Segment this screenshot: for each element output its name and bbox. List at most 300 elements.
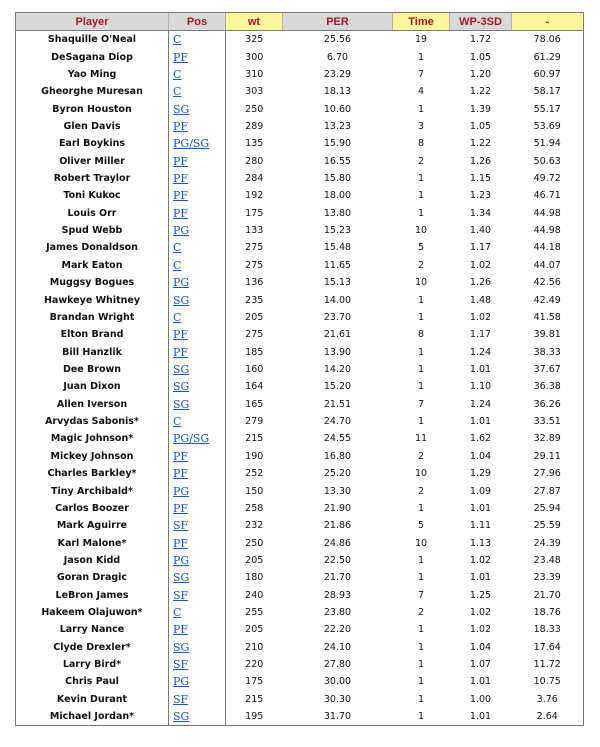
per-cell: 21.86 — [323, 520, 352, 532]
weight-cell: 180 — [245, 572, 264, 584]
position-link[interactable]: SG — [173, 571, 190, 585]
position-cell — [169, 222, 226, 239]
minus-cell: 29.11 — [512, 448, 584, 465]
header-wp-3sd[interactable]: WP-3SD — [450, 13, 512, 31]
weight-cell: 215 — [245, 693, 264, 705]
per-cell: 23.80 — [323, 607, 352, 619]
position-link[interactable]: PG — [173, 675, 190, 689]
time-cell: 8 — [417, 329, 425, 341]
wp-3sd-cell: 1.39 — [469, 103, 492, 115]
table-row — [16, 222, 584, 239]
position-link[interactable]: SF — [173, 519, 189, 533]
minus-cell: 33.51 — [512, 413, 584, 430]
wp-3sd-cell: 1.17 — [469, 242, 492, 254]
wp-3sd-cell: 1.26 — [469, 155, 492, 167]
table-row — [16, 361, 584, 378]
header-minus[interactable]: - — [512, 13, 584, 31]
time-cell: 2 — [417, 259, 425, 271]
time-cell: 1 — [417, 103, 425, 115]
position-cell — [169, 31, 226, 49]
weight-cell: 235 — [245, 294, 264, 306]
table-row — [16, 396, 584, 413]
wp-3sd-cell: 1.13 — [469, 537, 492, 549]
position-link[interactable]: C — [173, 258, 182, 272]
player-name: Byron Houston — [16, 100, 169, 117]
player-name: Larry Bird* — [16, 656, 169, 673]
position-link[interactable]: SF — [173, 658, 189, 672]
weight-cell: 289 — [245, 120, 264, 132]
wp-3sd-cell: 1.10 — [469, 381, 492, 393]
player-name: Toni Kukoc — [16, 187, 169, 204]
per-cell: 24.86 — [323, 537, 352, 549]
minus-cell: 25.59 — [512, 517, 584, 534]
per-cell: 15.80 — [323, 173, 352, 185]
table-row — [16, 239, 584, 256]
per-cell: 21.61 — [323, 329, 352, 341]
table-row — [16, 673, 584, 690]
time-cell: 1 — [417, 416, 425, 428]
time-cell: 11 — [414, 433, 428, 445]
minus-cell: 58.17 — [512, 83, 584, 100]
player-name: Oliver Miller — [16, 153, 169, 170]
per-cell: 27.80 — [323, 659, 352, 671]
wp-3sd-cell: 1.01 — [450, 708, 512, 726]
per-cell: 25.56 — [323, 34, 352, 46]
per-cell: 25.20 — [323, 468, 352, 480]
minus-cell: 37.67 — [512, 361, 584, 378]
minus-cell: 44.07 — [512, 257, 584, 274]
position-link[interactable]: PF — [173, 154, 189, 168]
wp-3sd-cell: 1.15 — [469, 173, 492, 185]
table-row — [16, 205, 584, 222]
player-name: Spud Webb — [16, 222, 169, 239]
table-body — [16, 31, 584, 726]
position-link[interactable]: PG — [173, 276, 190, 290]
minus-cell: 51.94 — [512, 135, 584, 152]
table-row — [16, 639, 584, 656]
position-link[interactable]: C — [173, 606, 182, 620]
wp-3sd-cell: 1.22 — [469, 86, 492, 98]
time-cell: 1 — [417, 676, 425, 688]
per-cell: 31.70 — [283, 708, 393, 726]
position-link[interactable]: SG — [173, 293, 190, 307]
weight-cell: 275 — [245, 329, 264, 341]
time-cell: 1 — [417, 173, 425, 185]
weight-cell: 175 — [245, 676, 264, 688]
table-row — [16, 569, 584, 586]
weight-cell: 250 — [245, 537, 264, 549]
position-link[interactable]: SG — [173, 710, 190, 724]
wp-3sd-cell: 1.25 — [469, 589, 492, 601]
time-cell: 1 — [417, 294, 425, 306]
wp-3sd-cell: 1.24 — [469, 346, 492, 358]
position-link[interactable]: SG — [173, 380, 190, 394]
player-name: LeBron James — [16, 587, 169, 604]
wp-3sd-cell: 1.20 — [469, 68, 492, 80]
player-name: Mickey Johnson — [16, 448, 169, 465]
wp-3sd-cell: 1.02 — [469, 624, 492, 636]
player-name: Karl Malone* — [16, 534, 169, 551]
position-link[interactable]: PG — [173, 553, 190, 567]
wp-3sd-cell: 1.02 — [469, 607, 492, 619]
position-cell — [169, 534, 226, 551]
table-row — [16, 48, 584, 65]
per-cell: 14.00 — [323, 294, 352, 306]
position-link[interactable]: PG/SG — [173, 432, 210, 446]
weight-cell: 284 — [245, 173, 264, 185]
minus-cell: 32.89 — [512, 430, 584, 447]
table-row — [16, 534, 584, 551]
position-cell — [169, 587, 226, 604]
time-cell: 5 — [417, 242, 425, 254]
wp-3sd-cell: 1.17 — [469, 329, 492, 341]
per-cell: 24.70 — [323, 416, 352, 428]
per-cell: 11.65 — [323, 259, 352, 271]
wp-3sd-cell: 1.04 — [469, 641, 492, 653]
player-name: Elton Brand — [16, 326, 169, 343]
header-time[interactable]: Time — [393, 13, 450, 31]
position-cell — [169, 673, 226, 690]
position-link[interactable]: SG — [173, 363, 190, 376]
wp-3sd-cell: 1.48 — [469, 294, 492, 306]
per-cell: 13.23 — [323, 120, 352, 132]
position-link[interactable]: PF — [173, 328, 189, 342]
position-cell — [169, 66, 226, 83]
wp-3sd-cell: 1.01 — [469, 676, 492, 688]
per-cell: 15.13 — [323, 277, 352, 289]
player-name: Goran Dragic — [16, 569, 169, 586]
weight-cell: 185 — [245, 346, 264, 358]
per-cell: 30.00 — [323, 676, 352, 688]
time-cell: 1 — [417, 659, 425, 671]
player-name: Larry Nance — [16, 621, 169, 638]
weight-cell: 195 — [226, 708, 283, 726]
position-link[interactable]: PF — [173, 623, 189, 637]
per-cell: 10.60 — [323, 103, 352, 115]
table-row — [16, 656, 584, 673]
per-cell: 21.51 — [323, 398, 352, 410]
table-row — [16, 66, 584, 83]
time-cell: 1 — [417, 364, 425, 375]
table-row — [16, 413, 584, 430]
time-cell: 1 — [417, 346, 425, 358]
time-cell: 1 — [417, 51, 425, 63]
player-name: Hakeem Olajuwon* — [16, 604, 169, 621]
time-cell: 1 — [393, 708, 450, 726]
minus-cell: 23.39 — [512, 569, 584, 586]
per-cell: 14.20 — [323, 364, 352, 375]
minus-cell: 49.72 — [512, 170, 584, 187]
per-cell: 15.48 — [323, 242, 352, 254]
per-cell: 18.00 — [323, 190, 352, 202]
position-link[interactable]: PG — [173, 484, 190, 498]
header-per[interactable]: PER — [283, 13, 393, 31]
position-cell — [169, 135, 226, 152]
player-name: Muggsy Bogues — [16, 274, 169, 291]
minus-cell: 24.39 — [512, 534, 584, 551]
minus-cell: 42.56 — [512, 274, 584, 291]
time-cell: 2 — [417, 607, 425, 619]
position-cell — [169, 274, 226, 291]
position-cell — [169, 569, 226, 586]
header-player[interactable]: Player — [16, 13, 169, 31]
wp-3sd-cell: 1.29 — [469, 468, 492, 480]
position-link[interactable]: C — [173, 415, 182, 429]
time-cell: 2 — [417, 155, 425, 167]
position-cell — [169, 83, 226, 100]
minus-cell: 18.33 — [512, 621, 584, 638]
minus-cell: 39.81 — [512, 326, 584, 343]
time-cell: 1 — [417, 693, 425, 705]
weight-cell: 310 — [245, 68, 264, 80]
weight-cell: 252 — [245, 468, 264, 480]
weight-cell: 165 — [245, 398, 264, 410]
position-link[interactable]: PF — [173, 172, 189, 186]
player-name: Carlos Boozer — [16, 500, 169, 517]
player-name: Yao Ming — [16, 66, 169, 83]
position-link[interactable]: C — [173, 33, 182, 47]
table-row — [16, 517, 584, 534]
time-cell: 19 — [414, 34, 428, 46]
weight-cell: 300 — [245, 51, 264, 63]
player-name: Kevin Durant — [16, 691, 169, 708]
per-cell: 24.55 — [323, 433, 352, 445]
table-row — [16, 118, 584, 135]
table-row — [16, 153, 584, 170]
position-cell — [169, 621, 226, 638]
minus-cell: 60.97 — [512, 66, 584, 83]
position-cell — [169, 708, 226, 726]
wp-3sd-cell: 1.01 — [469, 502, 492, 514]
time-cell: 1 — [417, 311, 425, 323]
weight-cell: 205 — [245, 624, 264, 636]
position-cell — [169, 48, 226, 65]
per-cell: 13.90 — [323, 346, 352, 358]
table-row — [16, 482, 584, 499]
time-cell: 5 — [417, 520, 425, 532]
position-cell — [169, 361, 226, 378]
stats-table-container — [15, 12, 584, 726]
weight-cell: 275 — [245, 259, 264, 271]
per-cell: 13.30 — [323, 485, 352, 497]
player-name: Louis Orr — [16, 205, 169, 222]
minus-cell: 27.87 — [512, 482, 584, 499]
weight-cell: 210 — [245, 641, 264, 653]
player-name: Mark Eaton — [16, 257, 169, 274]
weight-cell: 192 — [245, 190, 264, 202]
minus-cell: 17.64 — [512, 639, 584, 656]
weight-cell: 136 — [245, 277, 264, 289]
position-link[interactable]: C — [173, 310, 182, 324]
position-cell — [169, 326, 226, 343]
table-row — [16, 326, 584, 343]
position-cell — [169, 396, 226, 413]
table-row — [16, 691, 584, 708]
time-cell: 1 — [417, 381, 425, 393]
table-row — [16, 187, 584, 204]
player-name: Earl Boykins — [16, 135, 169, 152]
player-name: Chris Paul — [16, 673, 169, 690]
wp-3sd-cell: 1.01 — [469, 364, 492, 375]
time-cell: 1 — [417, 207, 425, 219]
position-cell — [169, 552, 226, 569]
per-cell: 22.20 — [323, 624, 352, 636]
minus-cell: 38.33 — [512, 343, 584, 360]
table-row — [16, 448, 584, 465]
time-cell: 1 — [417, 502, 425, 514]
position-cell — [169, 100, 226, 117]
per-cell: 18.13 — [323, 86, 352, 98]
table-row — [16, 274, 584, 291]
position-link[interactable]: C — [173, 241, 182, 255]
player-name: Jason Kidd — [16, 552, 169, 569]
wp-3sd-cell: 1.23 — [469, 190, 492, 202]
position-link[interactable]: PF — [173, 345, 189, 359]
wp-3sd-cell: 1.01 — [469, 416, 492, 428]
minus-cell: 42.49 — [512, 291, 584, 308]
weight-cell: 133 — [245, 225, 264, 237]
minus-cell: 3.76 — [512, 691, 584, 708]
weight-cell: 205 — [245, 554, 264, 566]
per-cell: 30.30 — [323, 693, 352, 705]
position-link[interactable]: SG — [173, 102, 190, 116]
position-cell — [169, 343, 226, 360]
time-cell: 1 — [417, 554, 425, 566]
position-link[interactable]: PF — [173, 50, 189, 64]
position-link[interactable]: PF — [173, 206, 189, 220]
position-link[interactable]: SG — [173, 397, 190, 411]
wp-3sd-cell: 1.01 — [469, 572, 492, 584]
player-name: Gheorghe Muresan — [16, 83, 169, 100]
table-row — [16, 378, 584, 395]
position-link[interactable]: PF — [173, 536, 189, 550]
minus-cell: 44.98 — [512, 205, 584, 222]
wp-3sd-cell: 1.05 — [469, 120, 492, 132]
wp-3sd-cell: 1.07 — [469, 659, 492, 671]
per-cell: 15.90 — [323, 138, 352, 150]
wp-3sd-cell: 1.02 — [469, 259, 492, 271]
position-link[interactable]: C — [173, 67, 182, 81]
position-cell — [169, 118, 226, 135]
table-row — [16, 291, 584, 308]
weight-cell: 190 — [245, 450, 264, 462]
minus-cell: 44.18 — [512, 239, 584, 256]
minus-cell: 46.71 — [512, 187, 584, 204]
position-link[interactable]: PF — [173, 189, 189, 203]
minus-cell: 23.48 — [512, 552, 584, 569]
minus-cell: 53.69 — [512, 118, 584, 135]
weight-cell: 279 — [245, 416, 264, 428]
wp-3sd-cell: 1.34 — [469, 207, 492, 219]
position-cell — [169, 378, 226, 395]
table-row — [16, 170, 584, 187]
per-cell: 23.29 — [323, 68, 352, 80]
position-cell — [169, 500, 226, 517]
per-cell: 24.10 — [323, 641, 352, 653]
player-name: Michael Jordan* — [16, 708, 169, 726]
table-row — [16, 430, 584, 447]
player-name: Allen Iverson — [16, 396, 169, 413]
minus-cell: 25.94 — [512, 500, 584, 517]
minus-cell: 44.98 — [512, 222, 584, 239]
position-cell — [169, 430, 226, 447]
position-link[interactable]: PF — [173, 449, 189, 463]
weight-cell: 258 — [245, 502, 264, 514]
position-link[interactable]: PF — [173, 467, 189, 481]
position-link[interactable]: SF — [173, 692, 189, 706]
time-cell: 4 — [417, 86, 425, 98]
position-cell — [169, 691, 226, 708]
player-name: Charles Barkley* — [16, 465, 169, 482]
time-cell: 10 — [414, 225, 428, 237]
time-cell: 1 — [417, 624, 425, 636]
player-name: Juan Dixon — [16, 378, 169, 395]
per-cell: 6.70 — [326, 51, 349, 63]
weight-cell: 220 — [245, 659, 264, 671]
minus-cell: 55.17 — [512, 100, 584, 117]
header-row — [16, 13, 584, 31]
wp-3sd-cell: 1.62 — [469, 433, 492, 445]
time-cell: 7 — [417, 68, 425, 80]
weight-cell: 280 — [245, 155, 264, 167]
weight-cell: 255 — [245, 607, 264, 619]
weight-cell: 215 — [245, 433, 264, 445]
position-link[interactable]: PF — [173, 119, 189, 133]
player-name: Arvydas Sabonis* — [16, 413, 169, 430]
player-name: James Donaldson — [16, 239, 169, 256]
position-link[interactable]: PG/SG — [173, 137, 210, 151]
per-cell: 22.50 — [323, 554, 352, 566]
header-pos[interactable]: Pos — [169, 13, 226, 31]
position-cell — [169, 517, 226, 534]
position-cell — [169, 153, 226, 170]
table-row — [16, 31, 584, 49]
per-cell: 23.70 — [323, 311, 352, 323]
position-cell — [169, 656, 226, 673]
player-name: Clyde Drexler* — [16, 639, 169, 656]
position-cell — [169, 170, 226, 187]
player-name: DeSagana Diop — [16, 48, 169, 65]
per-cell: 21.70 — [323, 572, 352, 584]
player-name: Magic Johnson* — [16, 430, 169, 447]
wp-3sd-cell: 1.11 — [469, 520, 492, 532]
wp-3sd-cell: 1.05 — [469, 51, 492, 63]
position-link[interactable]: PG — [173, 224, 190, 238]
wp-3sd-cell: 1.26 — [469, 277, 492, 289]
position-cell — [169, 309, 226, 326]
position-link[interactable]: C — [173, 85, 182, 99]
weight-cell: 205 — [245, 311, 264, 323]
table-row — [16, 552, 584, 569]
position-link[interactable]: SG — [173, 640, 190, 654]
wp-3sd-cell: 1.24 — [469, 398, 492, 410]
minus-cell: 27.96 — [512, 465, 584, 482]
player-name: Robert Traylor — [16, 170, 169, 187]
position-link[interactable]: SF — [173, 588, 189, 602]
position-link[interactable]: PF — [173, 501, 189, 515]
header-wt[interactable]: wt — [226, 13, 283, 31]
table-row — [16, 309, 584, 326]
time-cell: 10 — [414, 537, 428, 549]
table-row — [16, 100, 584, 117]
weight-cell: 135 — [245, 138, 264, 150]
table-row — [16, 500, 584, 517]
time-cell: 7 — [417, 589, 425, 601]
per-cell: 16.80 — [323, 450, 352, 462]
weight-cell: 240 — [245, 589, 264, 601]
table-row — [16, 343, 584, 360]
weight-cell: 150 — [245, 485, 264, 497]
